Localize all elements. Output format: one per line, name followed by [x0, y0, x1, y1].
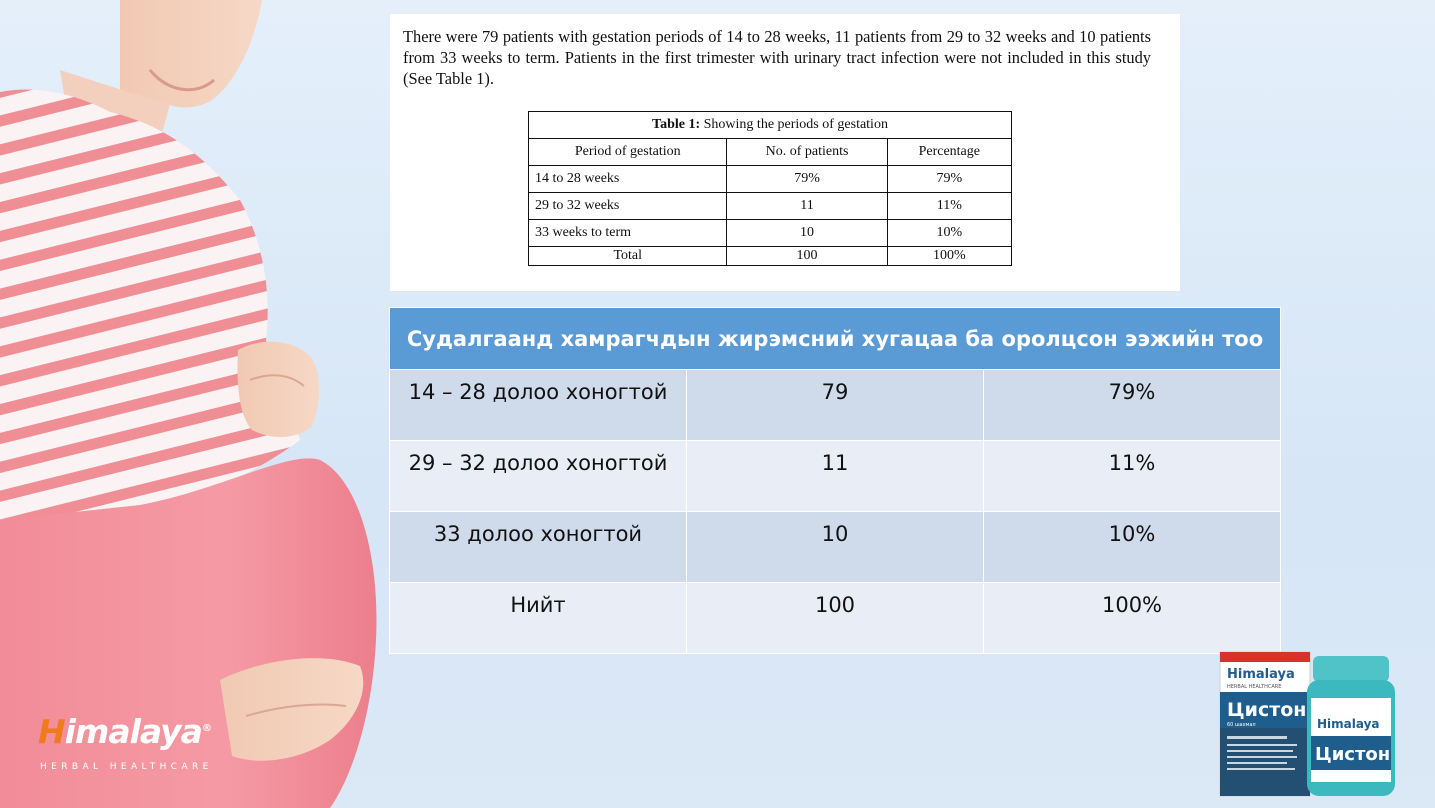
box-brand-sub: HERBAL HEALTHCARE [1227, 684, 1282, 690]
logo-initial: H [38, 712, 65, 751]
bottle-brand: Himalaya [1317, 717, 1380, 731]
table-cell: 100% [984, 583, 1281, 654]
table-cell: 100 [687, 583, 984, 654]
column-header: Percentage [887, 139, 1011, 166]
logo-wordmark [38, 712, 211, 751]
table-row [390, 370, 1281, 441]
box-product-name: Цистон [1227, 699, 1307, 721]
column-header: No. of patients [727, 139, 887, 166]
registered-mark: ® [201, 723, 211, 734]
table-cell: 10% [984, 512, 1281, 583]
table-cell: Нийт [390, 583, 687, 654]
table-row [390, 512, 1281, 583]
himalaya-logo [38, 712, 238, 782]
table-cell: 79% [887, 166, 1011, 193]
table-cell: 79% [984, 370, 1281, 441]
cystone-product-image [1215, 648, 1405, 798]
column-header: Period of gestation [529, 139, 727, 166]
table-cell: 11% [887, 193, 1011, 220]
table-cell: 79% [727, 166, 887, 193]
table-caption-text: Showing the periods of gestation [700, 117, 888, 132]
table-cell: 29 to 32 weeks [529, 193, 727, 220]
table-caption-label: Table 1: [652, 117, 701, 132]
table-row-total [529, 247, 1012, 266]
logo-tagline: HERBAL HEALTHCARE [40, 762, 213, 772]
bottle-product-name: Цистон [1315, 744, 1391, 765]
logo-rest: imalaya [64, 712, 202, 751]
translated-table-header: Судалгаанд хамрагчдын жирэмсний хугацаа ба оролцсон ээжийн тоо [390, 308, 1281, 370]
table-row [529, 220, 1012, 247]
table-cell: 33 долоо хоногтой [390, 512, 687, 583]
table-cell: 33 weeks to term [529, 220, 727, 247]
table-cell: 11% [984, 441, 1281, 512]
table-cell: 11 [727, 193, 887, 220]
table-row [390, 441, 1281, 512]
pregnant-woman-photo [0, 0, 400, 808]
table-cell: 10 [727, 220, 887, 247]
table-cell: 14 – 28 долоо хоногтой [390, 370, 687, 441]
table-cell: Total [529, 247, 727, 266]
box-subtitle: 60 шахмал [1227, 722, 1256, 728]
table-row [529, 193, 1012, 220]
translated-gestation-table [389, 307, 1281, 654]
table-cell: 29 – 32 долоо хоногтой [390, 441, 687, 512]
paper-excerpt [390, 14, 1180, 291]
box-brand: Himalaya [1227, 667, 1295, 682]
table-cell: 100% [887, 247, 1011, 266]
table-row-total [390, 583, 1281, 654]
table-caption [529, 112, 1012, 139]
table-cell: 10 [687, 512, 984, 583]
table-cell: 11 [687, 441, 984, 512]
table-cell: 14 to 28 weeks [529, 166, 727, 193]
original-gestation-table [528, 111, 1012, 266]
table-cell: 79 [687, 370, 984, 441]
table-cell: 10% [887, 220, 1011, 247]
table-cell: 100 [727, 247, 887, 266]
table-row [529, 166, 1012, 193]
paper-paragraph: There were 79 patients with gestation periods of 14 to 28 weeks, 11 patients from 29 to 32 weeks and 10 patients from 33 weeks to term. Patients in the first trimester with urinary tract infection were not included in this study (See Table 1). [403, 27, 1151, 88]
